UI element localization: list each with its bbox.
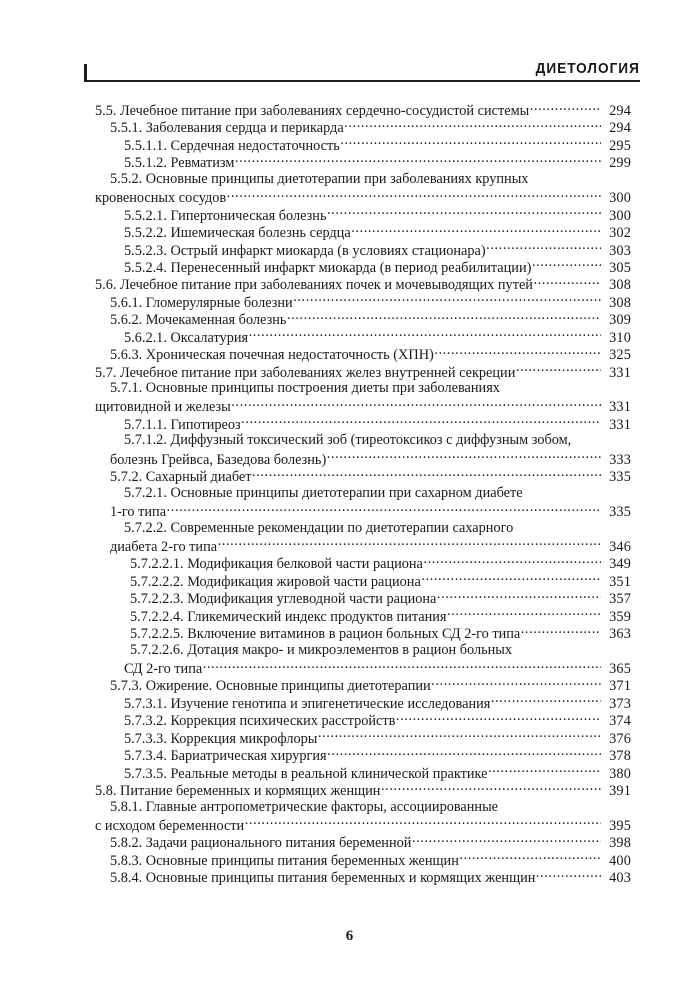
toc-entry-title: СД 2-го типа	[124, 661, 203, 677]
toc-entry-title: 5.8. Питание беременных и кормящих женщин	[95, 783, 381, 800]
toc-entry-page-number: 308	[609, 277, 631, 294]
toc-entry[interactable]	[0, 764, 699, 781]
toc-leader-dots	[167, 502, 601, 516]
toc-leader-dots	[459, 851, 600, 865]
toc-entry-page-number: 351	[609, 573, 631, 590]
toc-entry-title: 5.8.3. Основные принципы питания беременных женщин	[110, 852, 459, 869]
toc-entry[interactable]	[0, 520, 699, 537]
toc-entry-page-number: 295	[609, 137, 631, 154]
toc-entry-title: 5.7.2.2.5. Включение витаминов в рацион больных СД 2-го типа	[130, 626, 521, 643]
toc-entry-page-number: 371	[609, 678, 631, 695]
toc-entry-page-number: 325	[609, 347, 631, 364]
toc-entry-page-number: 309	[609, 312, 631, 329]
toc-entry-title: 5.7.3.1. Изучение генотипа и эпигенетические исследования	[124, 695, 491, 712]
toc-leader-dots	[252, 467, 600, 481]
toc-entry-title: 5.8.2. Задачи рационального питания беременной	[110, 835, 412, 852]
toc-entry-page-number: 333	[609, 451, 631, 468]
toc-entry-title: 5.7.3.5. Реальные методы в реальной клинической практике	[124, 765, 488, 782]
page-number: 6	[345, 928, 354, 944]
toc-leader-dots	[412, 833, 601, 847]
toc-leader-dots	[431, 676, 600, 690]
running-head	[84, 56, 640, 86]
running-head-rule	[84, 80, 640, 82]
toc-entry-page-number: 365	[609, 661, 631, 677]
toc-leader-dots	[491, 694, 601, 708]
toc-entry-title: 5.7.3.3. Коррекция микрофлоры	[124, 730, 318, 747]
toc-entry[interactable]	[0, 153, 699, 170]
toc-entry-page-number: 400	[609, 852, 631, 869]
toc-entry[interactable]	[0, 293, 699, 310]
toc-leader-dots	[351, 223, 600, 237]
toc-leader-dots	[396, 711, 601, 725]
toc-entry[interactable]	[0, 328, 699, 345]
toc-entry[interactable]	[0, 554, 699, 571]
toc-entry[interactable]	[0, 275, 699, 292]
toc-entry[interactable]	[0, 136, 699, 153]
toc-entry[interactable]	[0, 363, 699, 380]
toc-entry-page-number: 294	[609, 120, 631, 137]
toc-entry-continuation[interactable]	[0, 502, 699, 519]
toc-leader-dots	[530, 101, 601, 115]
toc-entry-title: диабета 2-го типа	[110, 538, 218, 555]
toc-entry-page-number: 310	[609, 329, 631, 346]
toc-entry-page-number: 305	[609, 259, 631, 276]
toc-leader-dots	[521, 624, 601, 638]
toc-entry[interactable]	[0, 711, 699, 728]
toc-entry-title: 5.6.2.1. Оксалатурия	[124, 329, 249, 346]
toc-entry[interactable]	[0, 607, 699, 624]
toc-entry-title: 5.6.2. Мочекаменная болезнь	[110, 312, 287, 329]
toc-leader-dots	[245, 816, 601, 830]
toc-entry-page-number: 331	[609, 399, 631, 416]
toc-entry[interactable]	[0, 851, 699, 868]
table-of-contents	[0, 101, 699, 886]
toc-entry-continuation[interactable]	[0, 659, 699, 676]
toc-entry-continuation[interactable]	[0, 397, 699, 414]
toc-entry-page-number: 308	[609, 294, 631, 311]
toc-entry[interactable]	[0, 868, 699, 885]
toc-leader-dots	[327, 450, 601, 464]
toc-leader-dots	[536, 868, 601, 882]
toc-entry[interactable]	[0, 118, 699, 135]
toc-leader-dots	[423, 554, 600, 568]
toc-entry[interactable]	[0, 624, 699, 641]
toc-entry[interactable]	[0, 101, 699, 118]
toc-entry-continuation[interactable]	[0, 537, 699, 554]
toc-leader-dots	[488, 764, 601, 778]
toc-leader-dots	[203, 659, 601, 673]
toc-entry-page-number: 398	[609, 835, 631, 852]
toc-entry-page-number: 302	[609, 225, 631, 242]
toc-entry[interactable]	[0, 799, 699, 816]
toc-leader-dots	[227, 188, 601, 202]
toc-entry[interactable]	[0, 676, 699, 693]
toc-leader-dots	[381, 781, 601, 795]
toc-leader-dots	[235, 153, 601, 167]
toc-entry[interactable]	[0, 694, 699, 711]
toc-entry-title: с исходом беременности	[95, 817, 245, 834]
toc-entry-page-number: 374	[609, 713, 631, 730]
toc-entry[interactable]	[0, 415, 699, 432]
toc-entry-title: 5.7.3.4. Бариатрическая хирургия	[124, 748, 327, 765]
toc-entry-title: 5.7.2.2.3. Модификация углеводной части рациона	[130, 591, 437, 608]
toc-entry-title: 5.7.2.2.1. Модификация белковой части рациона	[130, 556, 423, 573]
toc-leader-dots	[340, 136, 600, 150]
toc-entry-title: 5.5.2.1. Гипертоническая болезнь	[124, 207, 327, 224]
toc-entry-title: 5.6. Лечебное питание при заболеваниях почек и мочевыводящих путей	[95, 277, 533, 294]
toc-entry-page-number: 380	[609, 765, 631, 782]
toc-entry-title: 5.7.3.2. Коррекция психических расстройств	[124, 713, 396, 730]
toc-leader-dots	[421, 572, 600, 586]
toc-entry[interactable]	[0, 432, 699, 449]
toc-entry-page-number: 299	[609, 155, 631, 172]
toc-entry-title: 5.5.1.1. Сердечная недостаточность	[124, 137, 340, 154]
toc-leader-dots	[486, 241, 600, 255]
toc-entry[interactable]	[0, 729, 699, 746]
toc-entry[interactable]	[0, 206, 699, 223]
toc-entry[interactable]	[0, 642, 699, 659]
toc-leader-dots	[327, 206, 601, 220]
toc-entry-page-number: 300	[609, 207, 631, 224]
toc-leader-dots	[293, 293, 600, 307]
toc-entry-page-number: 335	[609, 469, 631, 486]
toc-entry[interactable]	[0, 310, 699, 327]
toc-entry-title: 5.7.2.2.2. Модификация жировой части рациона	[130, 573, 421, 590]
toc-entry-page-number: 300	[609, 190, 631, 207]
toc-entry-title: 5.5.1.2. Ревматизм	[124, 155, 235, 172]
toc-entry-title: 5.7. Лечебное питание при заболеваниях желез внутренней секреции	[95, 364, 516, 381]
toc-leader-dots	[434, 345, 600, 359]
toc-entry-page-number: 331	[609, 364, 631, 381]
toc-entry-title: щитовидной и железы	[95, 399, 231, 416]
toc-leader-dots	[231, 397, 600, 411]
toc-entry-page-number: 303	[609, 242, 631, 259]
toc-entry-title: 5.5.1. Заболевания сердца и перикарда	[110, 120, 344, 137]
toc-leader-dots	[249, 328, 601, 342]
toc-entry-title: кровеносных сосудов	[95, 190, 227, 207]
toc-entry[interactable]	[0, 258, 699, 275]
toc-leader-dots	[318, 729, 601, 743]
toc-entry[interactable]	[0, 467, 699, 484]
toc-entry[interactable]	[0, 572, 699, 589]
toc-entry[interactable]	[0, 380, 699, 397]
toc-entry[interactable]	[0, 223, 699, 240]
toc-entry-page-number: 349	[609, 556, 631, 573]
toc-entry[interactable]	[0, 833, 699, 850]
toc-entry-page-number: 359	[609, 608, 631, 625]
toc-leader-dots	[327, 746, 600, 760]
toc-entry-title: 5.7.3. Ожирение. Основные принципы диетотерапии	[110, 678, 431, 695]
toc-entry[interactable]	[0, 241, 699, 258]
toc-leader-dots	[532, 258, 601, 272]
toc-entry-title: 5.6.3. Хроническая почечная недостаточность (ХПН)	[110, 347, 434, 364]
toc-entry-page-number: 294	[609, 103, 631, 119]
toc-entry-title: 5.7.1.1. Гипотиреоз	[124, 416, 241, 433]
toc-entry[interactable]	[0, 781, 699, 798]
toc-entry-page-number: 357	[609, 591, 631, 608]
toc-entry-title: 5.5.2.4. Перенесенный инфаркт миокарда (в период реабилитации)	[124, 259, 532, 276]
toc-entry[interactable]	[0, 485, 699, 502]
toc-entry-title: 5.7.1.2. Диффузный токсический зоб (тиреотоксикоз с диффузным зобом,	[124, 432, 572, 449]
toc-entry-title: 5.8.4. Основные принципы питания беременных и кормящих женщин	[110, 870, 536, 887]
toc-entry-page-number: 403	[609, 870, 631, 887]
toc-entry-continuation[interactable]	[0, 188, 699, 205]
toc-entry-title: 5.7.2. Сахарный диабет	[110, 469, 252, 486]
toc-leader-dots	[447, 607, 601, 621]
toc-entry-title: 5.7.2.2.6. Дотация макро- и микроэлементов в рацион больных	[130, 641, 513, 658]
toc-entry-title: 5.7.2.2. Современные рекомендации по диетотерапии сахарного	[124, 519, 514, 536]
toc-entry-page-number: 373	[609, 695, 631, 712]
toc-entry-title: 5.5.2.3. Острый инфаркт миокарда (в условиях стационара)	[124, 242, 486, 259]
toc-entry-title: болезнь Грейвса, Базедова болезнь)	[110, 451, 327, 468]
toc-entry-page-number: 378	[609, 748, 631, 765]
toc-entry[interactable]	[0, 171, 699, 188]
toc-entry-page-number: 363	[609, 626, 631, 643]
toc-leader-dots	[241, 415, 600, 429]
toc-entry-page-number: 395	[609, 817, 631, 834]
toc-entry-page-number: 376	[609, 730, 631, 747]
toc-leader-dots	[437, 589, 601, 603]
toc-leader-dots	[218, 537, 601, 551]
toc-leader-dots	[533, 275, 600, 289]
toc-entry-title: 1-го типа	[110, 504, 167, 521]
toc-entry-title: 5.7.2.1. Основные принципы диетотерапии при сахарном диабете	[124, 484, 523, 501]
toc-entry-title: 5.7.2.2.4. Гликемический индекс продуктов питания	[130, 608, 447, 625]
toc-entry[interactable]	[0, 345, 699, 362]
toc-entry-title: 5.5.2.2. Ишемическая болезнь сердца	[124, 225, 351, 242]
toc-entry-title: 5.8.1. Главные антропометрические факторы, ассоциированные	[110, 798, 499, 815]
toc-entry-page-number: 346	[609, 538, 631, 555]
toc-entry-title: 5.7.1. Основные принципы построения диеты при заболеваниях	[110, 380, 500, 396]
toc-entry[interactable]	[0, 746, 699, 763]
toc-entry-continuation[interactable]	[0, 450, 699, 467]
toc-entry-page-number: 331	[609, 416, 631, 433]
toc-leader-dots	[287, 310, 601, 324]
toc-leader-dots	[516, 363, 601, 377]
toc-entry-title: 5.5. Лечебное питание при заболеваниях сердечно-сосудистой системы	[95, 103, 530, 119]
toc-entry-page-number: 335	[609, 504, 631, 521]
toc-leader-dots	[344, 118, 600, 132]
toc-entry-title: 5.5.2. Основные принципы диетотерапии при заболеваниях крупных	[110, 170, 529, 187]
running-head-title: ДИЕТОЛОГИЯ	[535, 61, 640, 77]
toc-entry-page-number: 391	[609, 783, 631, 800]
toc-entry[interactable]	[0, 589, 699, 606]
toc-entry-title: 5.6.1. Гломерулярные болезни	[110, 294, 293, 311]
toc-entry-continuation[interactable]	[0, 816, 699, 833]
